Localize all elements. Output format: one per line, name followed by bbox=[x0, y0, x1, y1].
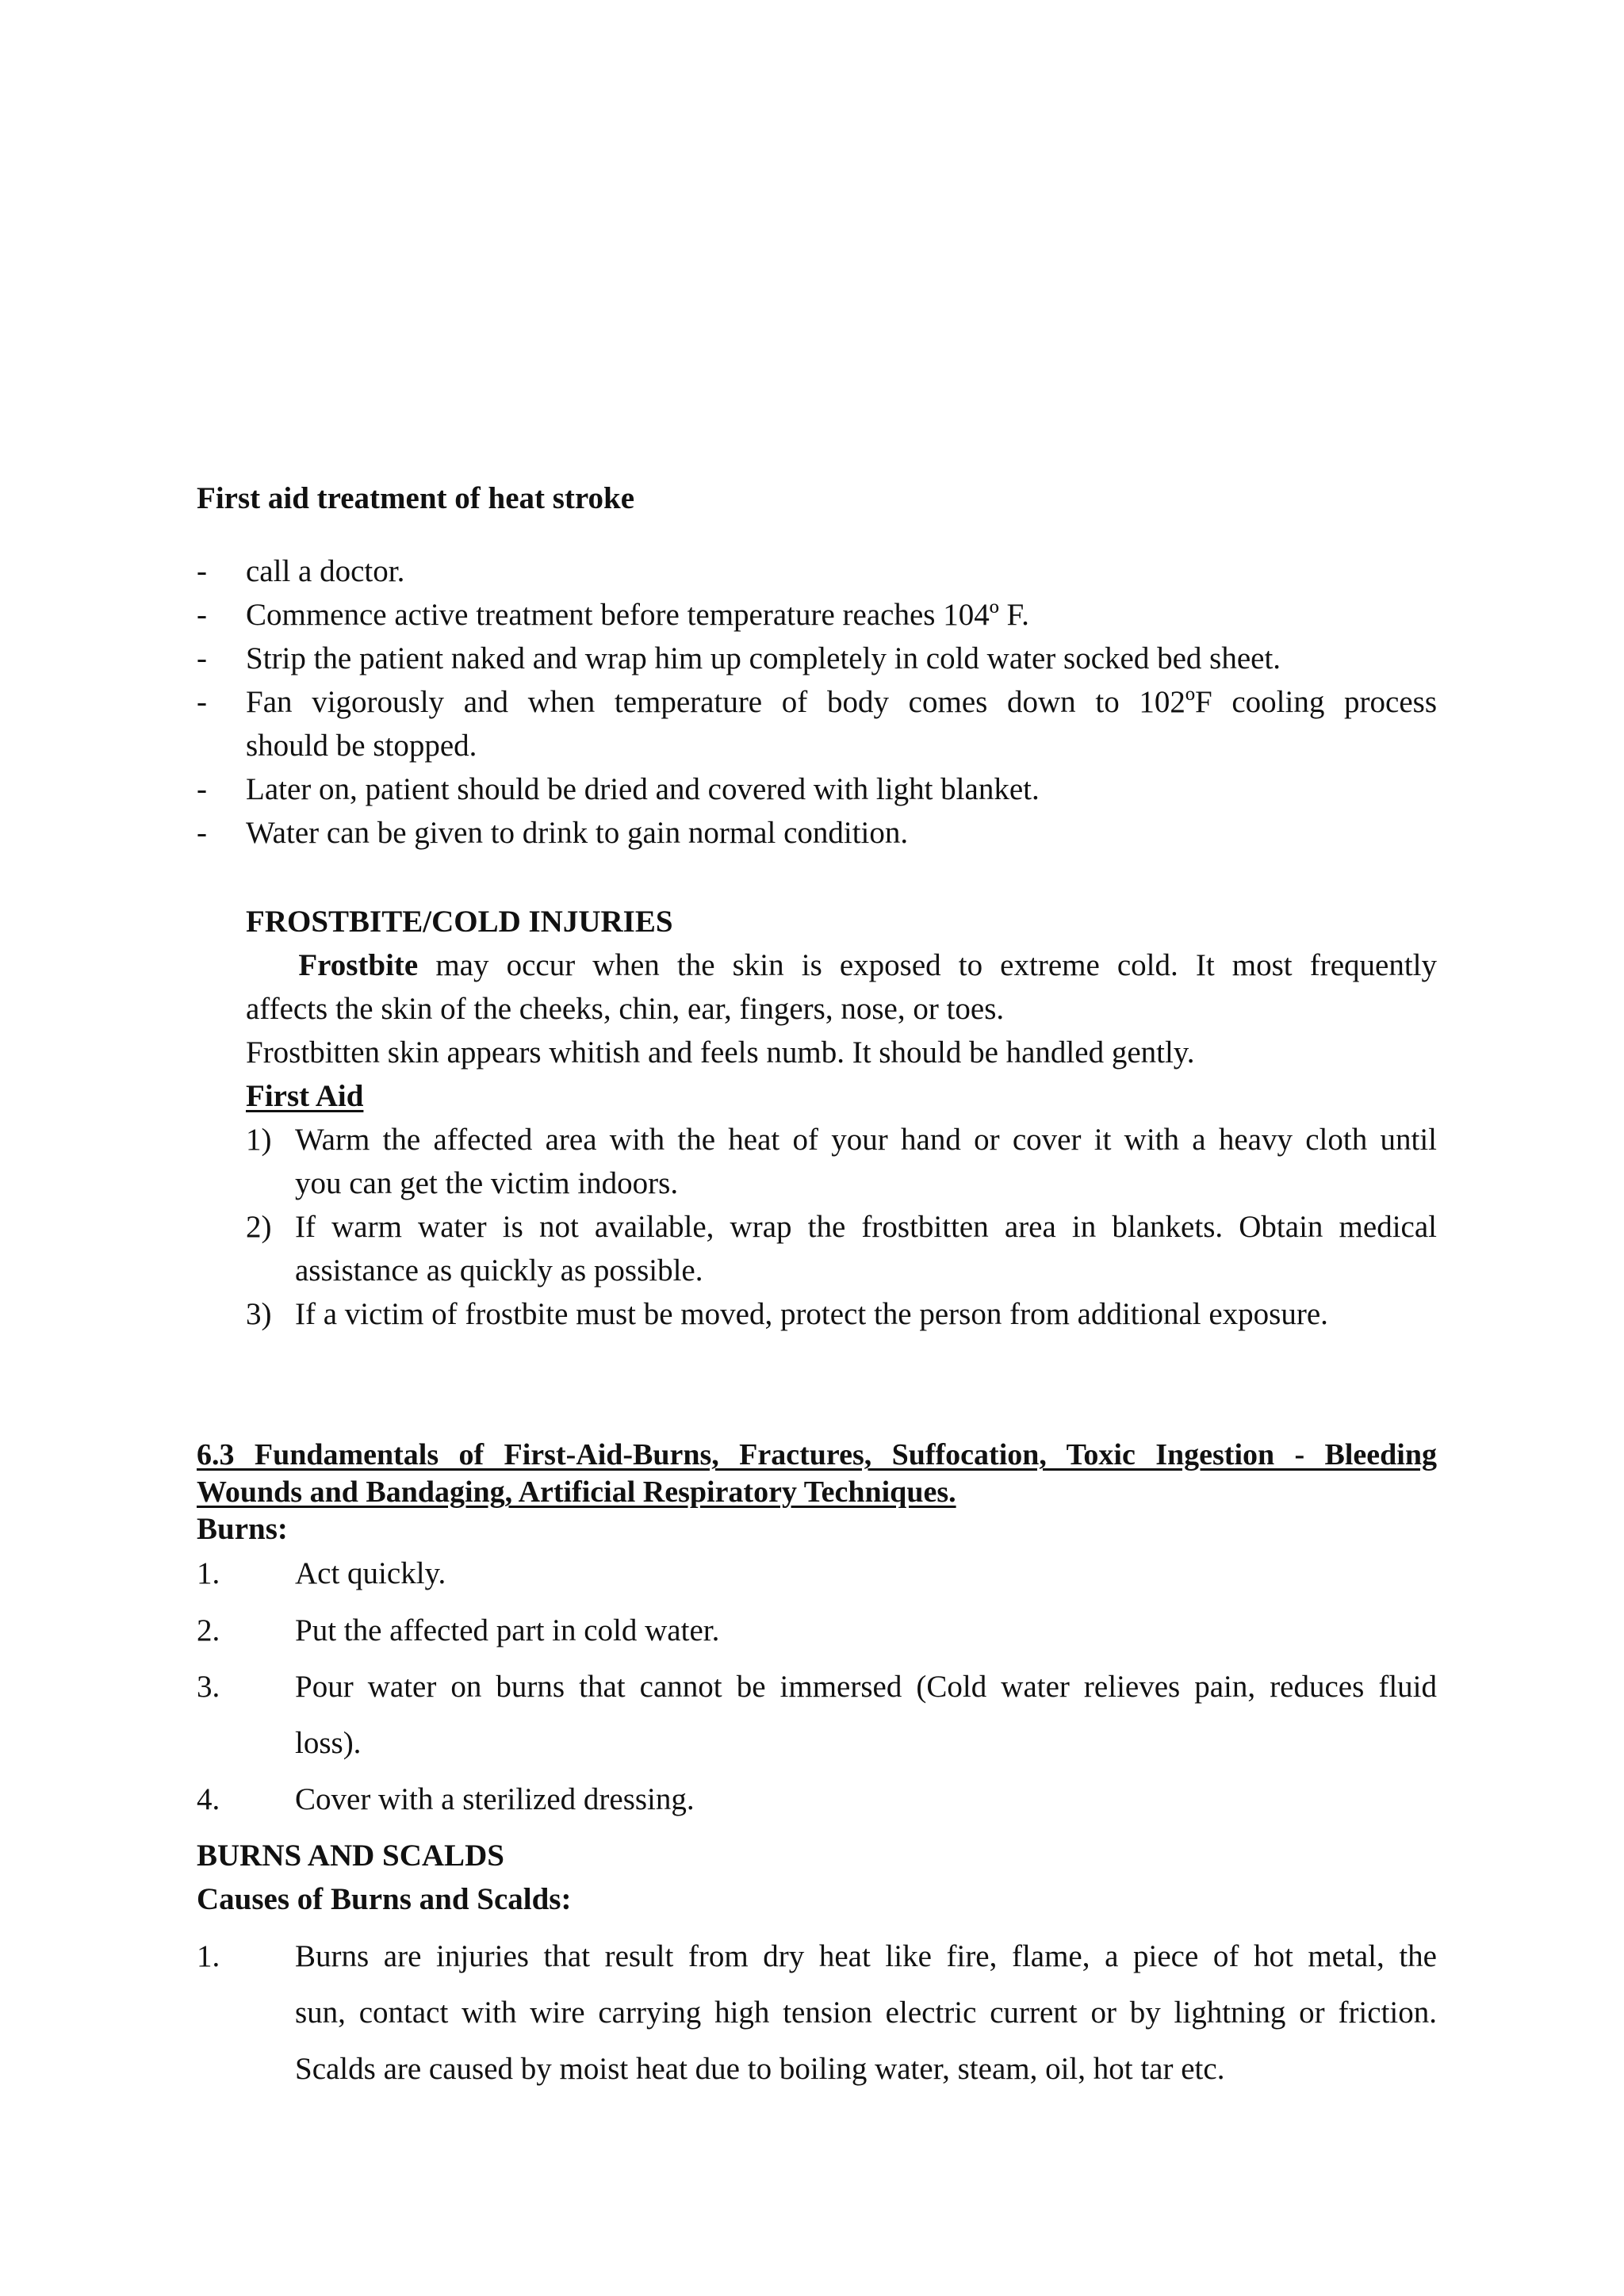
list-item-text-continued: should be stopped. bbox=[246, 729, 477, 763]
list-marker: - bbox=[197, 598, 207, 632]
list-marker: - bbox=[197, 816, 207, 850]
list-item-text: Warm the affected area with the heat of your hand or cover it with a heavy cloth until bbox=[295, 1123, 1437, 1157]
list-marker: - bbox=[197, 685, 207, 719]
list-item-text: Put the affected part in cold water. bbox=[295, 1613, 720, 1647]
frostbite-term: Frostbite bbox=[298, 948, 419, 982]
list-marker: - bbox=[197, 641, 207, 675]
frostbite-heading: FROSTBITE/COLD INJURIES bbox=[246, 905, 673, 939]
list-item-text-continued: assistance as quickly as possible. bbox=[295, 1253, 703, 1288]
list-item-text: Commence active treatment before temperature reaches 104º F. bbox=[246, 598, 1029, 632]
burns-scalds-heading: BURNS AND SCALDS bbox=[197, 1839, 504, 1873]
list-item-text: Later on, patient should be dried and covered with light blanket. bbox=[246, 772, 1040, 806]
list-item-text: Cover with a sterilized dressing. bbox=[295, 1782, 695, 1816]
list-marker: 2) bbox=[246, 1210, 272, 1244]
frostbite-intro-line-2: affects the skin of the cheeks, chin, ear, fingers, nose, or toes. bbox=[246, 992, 1005, 1026]
heat-stroke-heading: First aid treatment of heat stroke bbox=[197, 481, 635, 515]
list-marker: 3) bbox=[246, 1297, 272, 1331]
section-heading-continued: Wounds and Bandaging, Artificial Respiratory Techniques. bbox=[197, 1475, 956, 1509]
list-marker: 1. bbox=[197, 1556, 220, 1590]
frostbite-intro-text: may occur when the skin is exposed to extreme cold. It most frequently bbox=[418, 948, 1438, 982]
list-marker: - bbox=[197, 554, 207, 588]
frostbite-intro-line bbox=[246, 947, 1437, 983]
frostbite-description: Frostbitten skin appears whitish and feels numb. It should be handled gently. bbox=[246, 1035, 1195, 1070]
list-item-text: Pour water on burns that cannot be immersed (Cold water relieves pain, reduces fluid bbox=[295, 1670, 1437, 1704]
list-item-text-continued: you can get the victim indoors. bbox=[295, 1166, 679, 1200]
list-marker: 1. bbox=[197, 1939, 220, 1973]
causes-heading: Causes of Burns and Scalds: bbox=[197, 1882, 572, 1916]
list-item-text: Act quickly. bbox=[295, 1556, 446, 1590]
list-item-text: Water can be given to drink to gain normal condition. bbox=[246, 816, 909, 850]
list-item-text-continued: loss). bbox=[295, 1726, 362, 1760]
first-aid-heading: First Aid bbox=[246, 1079, 364, 1113]
list-item-text: Strip the patient naked and wrap him up completely in cold water socked bed sheet. bbox=[246, 641, 1281, 675]
list-item-text-continued: Scalds are caused by moist heat due to boiling water, steam, oil, hot tar etc. bbox=[295, 2052, 1225, 2086]
burns-heading: Burns: bbox=[197, 1512, 288, 1546]
list-marker: 1) bbox=[246, 1123, 272, 1157]
list-item-text: If a victim of frostbite must be moved, protect the person from additional exposure. bbox=[295, 1297, 1328, 1331]
list-marker: 2. bbox=[197, 1613, 220, 1647]
list-item-text-continued: sun, contact with wire carrying high tension electric current or by lightning or friction. bbox=[295, 1996, 1437, 2030]
list-marker: 4. bbox=[197, 1782, 220, 1816]
list-marker: 3. bbox=[197, 1670, 220, 1704]
list-item-text: Fan vigorously and when temperature of body comes down to 102ºF cooling process bbox=[246, 685, 1437, 719]
list-item-text: If warm water is not available, wrap the frostbitten area in blankets. Obtain medical bbox=[295, 1210, 1437, 1244]
list-item-text: call a doctor. bbox=[246, 554, 405, 588]
list-item-text: Burns are injuries that result from dry heat like fire, flame, a piece of hot metal, the bbox=[295, 1939, 1437, 1973]
list-marker: - bbox=[197, 772, 207, 806]
section-heading: 6.3 Fundamentals of First-Aid-Burns, Fractures, Suffocation, Toxic Ingestion - Bleeding bbox=[197, 1438, 1437, 1471]
